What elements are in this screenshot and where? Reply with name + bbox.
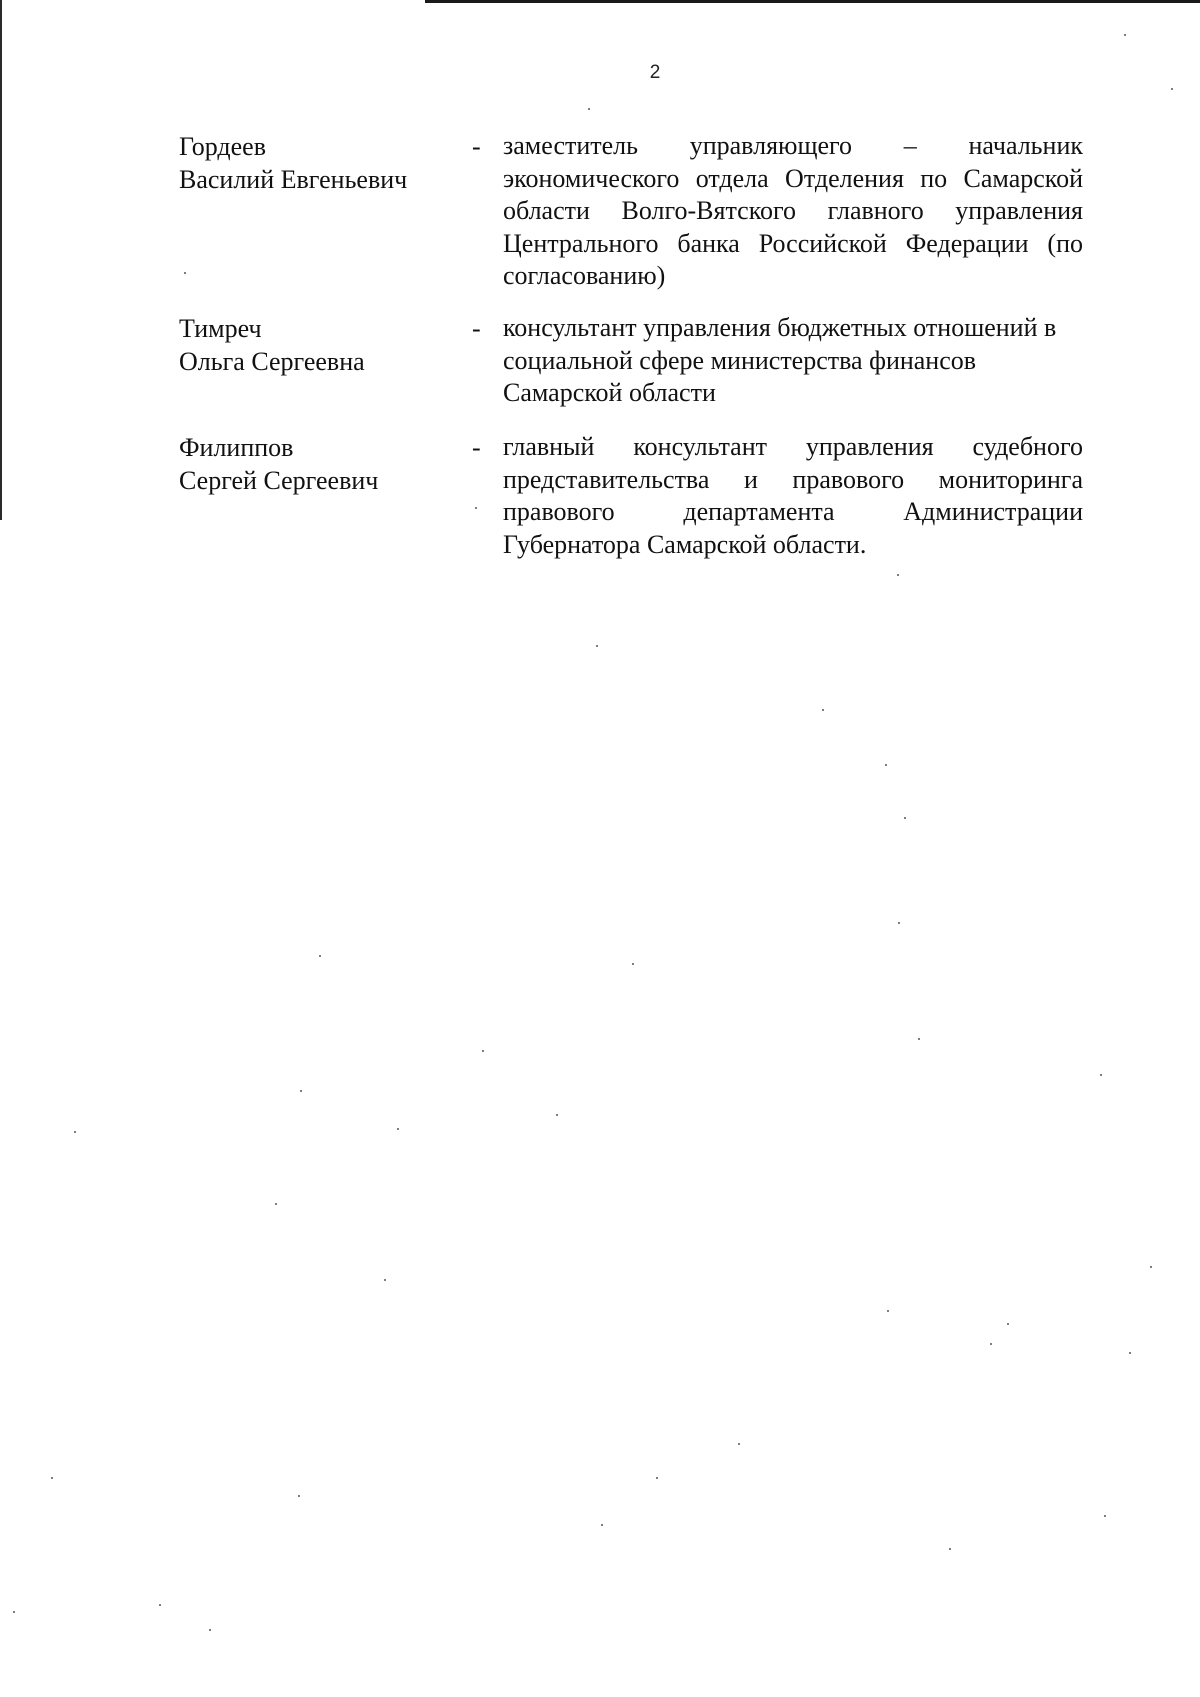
scan-speck (1171, 88, 1173, 90)
scan-speck (596, 645, 598, 647)
scan-speck (13, 1611, 15, 1613)
scan-speck (1100, 1074, 1102, 1076)
scan-speck (1104, 1515, 1106, 1517)
member-name (179, 431, 449, 497)
top-edge-rule (425, 0, 1200, 3)
separator-dash: - (472, 132, 481, 161)
scan-speck (887, 1310, 889, 1312)
scan-speck (656, 1477, 658, 1479)
scan-speck (632, 963, 634, 965)
scan-speck (482, 1050, 484, 1052)
scan-speck (898, 922, 900, 924)
page-number: 2 (649, 62, 661, 83)
member-surname: Тимреч (179, 314, 262, 343)
scan-speck (822, 709, 824, 711)
scan-speck (275, 1203, 277, 1205)
scan-speck (384, 1279, 386, 1281)
member-given-names: Сергей Сергеевич (179, 466, 379, 495)
scan-speck (159, 1604, 161, 1606)
scan-speck (74, 1131, 76, 1133)
member-given-names: Василий Евгеньевич (179, 165, 408, 194)
scan-speck (475, 507, 477, 509)
scan-speck (209, 1629, 211, 1631)
scan-speck (904, 817, 906, 819)
scan-speck (949, 1548, 951, 1550)
scan-speck (918, 1038, 920, 1040)
separator-dash: - (472, 314, 481, 343)
scan-speck (300, 1090, 302, 1092)
scan-speck (1007, 1323, 1009, 1325)
member-surname: Гордеев (179, 132, 266, 161)
member-name (179, 130, 449, 196)
scan-speck (319, 955, 321, 957)
separator-dash: - (472, 433, 481, 462)
scan-speck (990, 1343, 992, 1345)
scan-speck (1124, 34, 1126, 36)
scan-speck (897, 574, 899, 576)
member-surname: Филиппов (179, 433, 294, 462)
scan-speck (738, 1443, 740, 1445)
member-position: консультант управления бюджетных отношений в социальной сфере министерства финансов Самарской области (503, 313, 1057, 407)
scan-speck (1150, 1266, 1152, 1268)
member-position: главный консультант управления судебного представительства и правового мониторинга правового департамента Администрации Губернатора Самарской области. (503, 432, 1083, 559)
scan-speck (601, 1524, 603, 1526)
scan-speck (298, 1495, 300, 1497)
scan-speck (556, 1114, 558, 1116)
member-given-names: Ольга Сергеевна (179, 347, 365, 376)
scan-speck (885, 764, 887, 766)
scan-speck (1129, 1352, 1131, 1354)
member-name (179, 312, 449, 378)
scan-speck (397, 1128, 399, 1130)
member-position: заместитель управляющего – начальник экономического отдела Отделения по Самарской области Волго-Вятского главного управления Центрального банка Российской Федерации (по согласованию) (503, 131, 1083, 290)
scan-speck (588, 108, 590, 110)
scan-speck (51, 1477, 53, 1479)
scan-speck (184, 272, 186, 274)
